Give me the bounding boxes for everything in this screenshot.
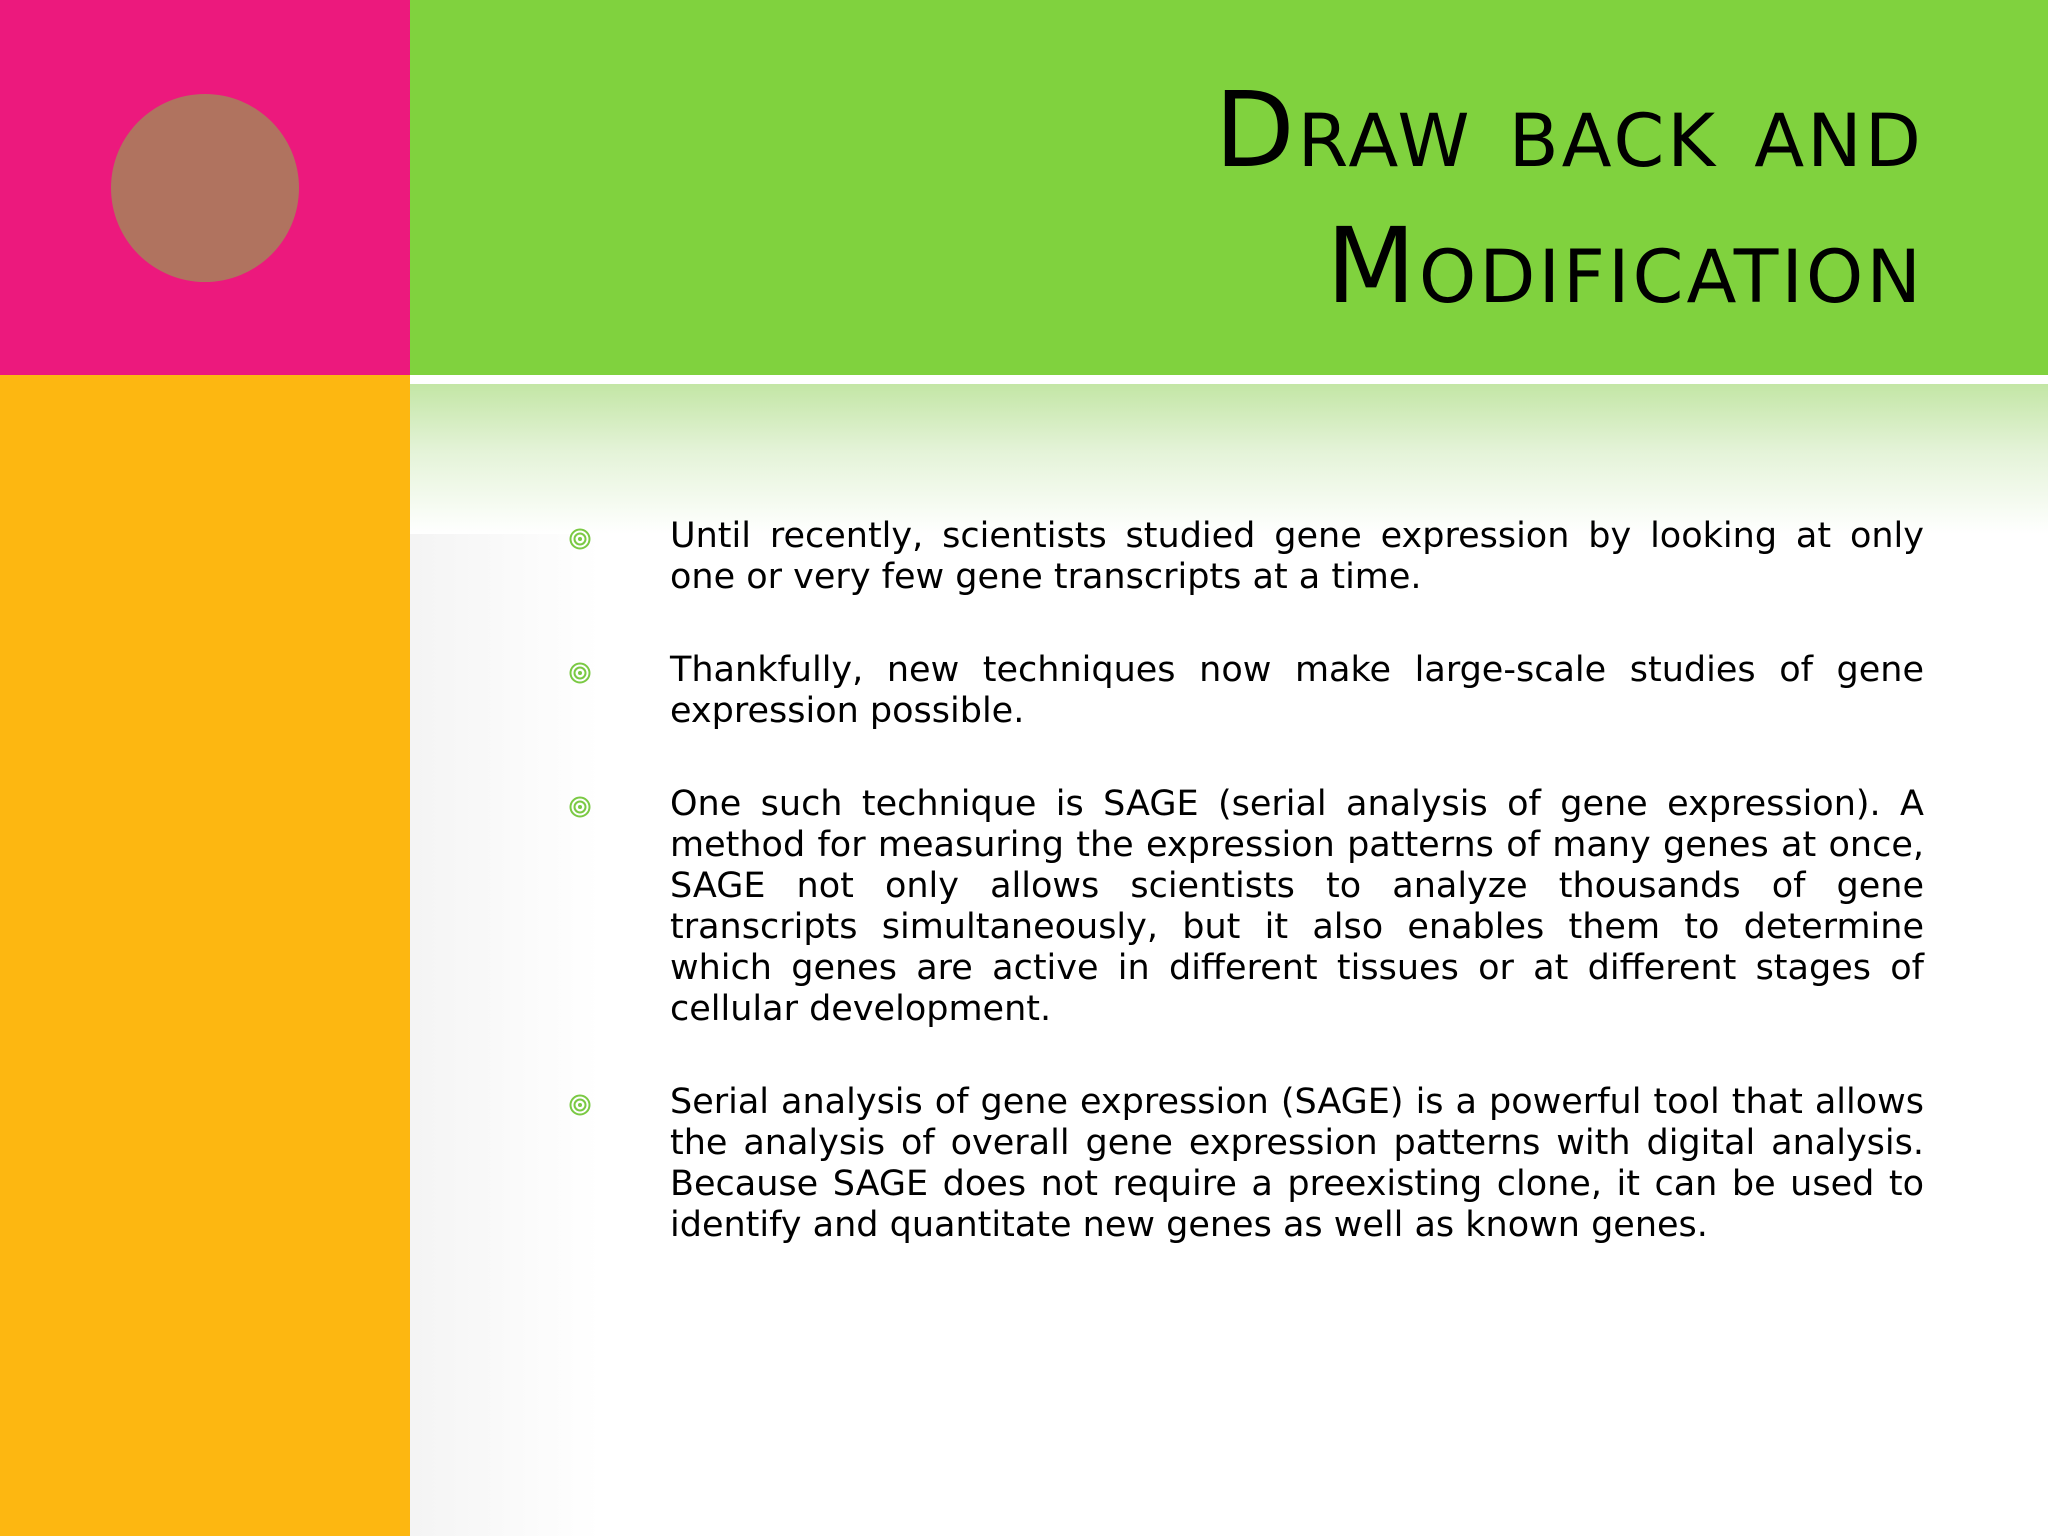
- decorative-circle: [111, 94, 299, 282]
- concentric-circle-icon: [569, 796, 591, 818]
- concentric-circle-icon: [569, 528, 591, 550]
- bullet-item: [560, 784, 1924, 1030]
- bullet-text: Serial analysis of gene expression (SAGE) is a powerful tool that allows the analysis of overall gene expression patterns with digital analysis. Because SAGE does not require a preexisting clone, it can be used to identify and quantitate new genes as well as known genes.: [670, 1082, 1924, 1245]
- bullet-item: [560, 1082, 1924, 1246]
- concentric-circle-icon: [569, 1094, 591, 1116]
- concentric-circle-icon: [569, 662, 591, 684]
- green-gradient-fade: [410, 384, 2048, 534]
- bullet-item: [560, 516, 1924, 598]
- slide-title: [524, 62, 1924, 334]
- banner-divider: [410, 375, 2048, 384]
- bullet-list: [560, 516, 1924, 1298]
- pink-corner-block: [0, 0, 410, 375]
- bullet-text: Until recently, scientists studied gene expression by looking at only one or very few gene transcripts at a time.: [670, 516, 1924, 597]
- bullet-text: Thankfully, new techniques now make large-scale studies of gene expression possible.: [670, 650, 1924, 731]
- orange-side-bar: [0, 375, 410, 1536]
- title-line-2: Modification: [1326, 205, 1924, 327]
- bullet-text: One such technique is SAGE (serial analysis of gene expression). A method for measuring the expression patterns of many genes at once, SAGE not only allows scientists to analyze thousands of gene transcripts simultaneously, but it also enables them to determine which genes are active in different tissues or at different stages of cellular development.: [670, 784, 1924, 1029]
- title-line-1: Draw back and: [1214, 69, 1924, 191]
- bullet-item: [560, 650, 1924, 732]
